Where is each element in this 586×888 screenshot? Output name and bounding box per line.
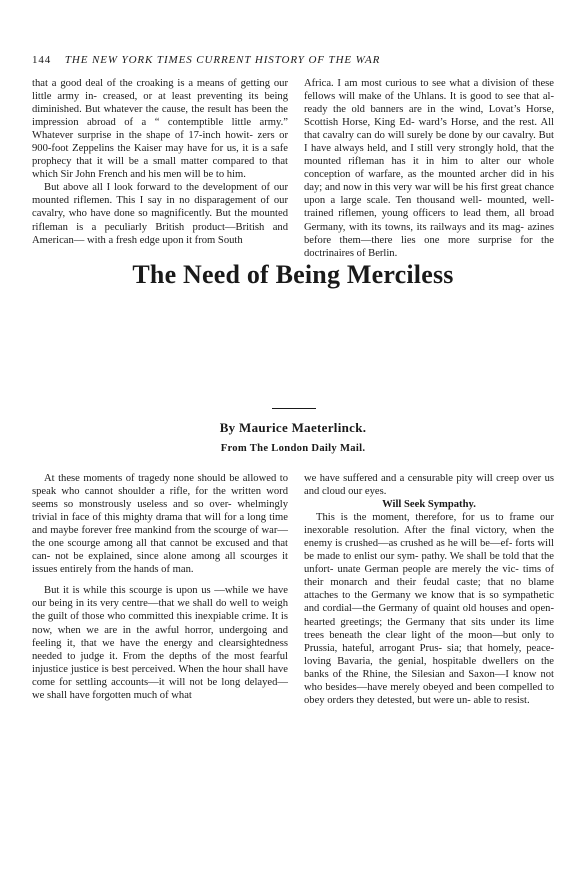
running-header <box>32 54 552 66</box>
page-number: 144 <box>32 54 52 66</box>
article-right-column <box>304 472 554 707</box>
paragraph: we have suffered and a censurable pity will creep over us and cloud our eyes. <box>304 473 554 498</box>
top-right-column <box>304 77 554 260</box>
paragraph: At these moments of tragedy none should be allowed to speak who cannot shoulder a rifle, for the written word seems so monstrously useless and so over- whelmingly trivial in face of this mighty drama that will for a long time and maybe forever free mankind from the scourge of war—the one scourge among all that cannot be excused and that can- not be explained, since alone among all scourges it issues entirely from the hands of man. <box>32 473 288 576</box>
top-left-column <box>32 77 288 247</box>
title-divider <box>272 408 316 409</box>
article-title: The Need of Being Merciless <box>132 260 454 289</box>
paragraph: But it is while this scourge is upon us —while we have our being in its very centre—that we shall do well to weigh the guilt of those who committed this inexpiable crime. It is now, when we are in the awful horror, undergoing and feeling it, that we have the energy and clearsightedness needed to judge it. From the depths of the most fearful injustice justice is best perceived. When the hour shall have come for settling accounts—it will not be long delayed— we shall have forgotten much of what <box>32 585 288 701</box>
paragraph: Africa. I am most curious to see what a division of these fellows will make of the Uhlans. It is good to see that al- ready the old banners are in the wind, Lovat’s Horse, Scottish Horse, King Ed- ward’s Horse, and the rest. All that cavalry can do will surely be done by our cavalry. But I have always held, and I still very strongly hold, that the mounted rifleman has it in him to alter our whole conception of warfare, as the mounted archer did in his day; and now in this very war will be his first great chance upon a large scale. Ten thousand well- mounted, well-trained riflemen, young officers to lead them, all broad Germany, with its towns, its railways and its mag- azines before them—there lies one more surprise for the doctrinaires of Berlin. <box>304 78 554 259</box>
section-subheading: Will Seek Sympathy. <box>382 499 476 511</box>
article-source: From The London Daily Mail. <box>220 443 366 454</box>
article-left-column <box>32 472 288 702</box>
paragraph: But above all I look forward to the development of our mounted riflemen. This I say in no disparagement of our cavalry, who have done so magnificently. But the mounted rifleman is a peculiarly British product—British and American— with a fresh edge upon it from South <box>32 182 288 246</box>
running-title: THE NEW YORK TIMES CURRENT HISTORY OF THE WAR <box>64 54 381 66</box>
article-byline: By Maurice Maeterlinck. <box>219 420 367 435</box>
paragraph: This is the moment, therefore, for us to frame our inexorable resolution. After the final victory, when the enemy is crushed—as crushed as he will be—ef- forts will be made to enlist our sym- pathy. We shall be told that the unfort- unate German people are merely the vic- tims of their monarch and their feudal caste; that no blame attaches to the Germany we know that is so sympathetic and cordial—the Germany of quaint old houses and open-hearted greetings; the Germany that sits under its lime trees beneath the clear light of the moon—but only to Prussia, hateful, arrogant Prus- sia; that homely, peace-loving Bavaria, the genial, hospitable dwellers on the banks of the Rhine, the Silesian and Saxon—I know not who besides—have merely obeyed and been compelled to obey orders they detested, but were un- able to resist. <box>304 512 554 706</box>
paragraph: that a good deal of the croaking is a means of getting our little army in- creased, or at least preventing its being diminished. But whatever the cause, the result has been the impression abroad of a “ contemptible little army.” Whatever surprise in the shape of 17-inch howit- zers or 900-foot Zeppelins the Kaiser may have for us, it is a safe prophecy that it will be a small matter compared to that which Sir John French and his men will be to him. <box>32 78 288 181</box>
